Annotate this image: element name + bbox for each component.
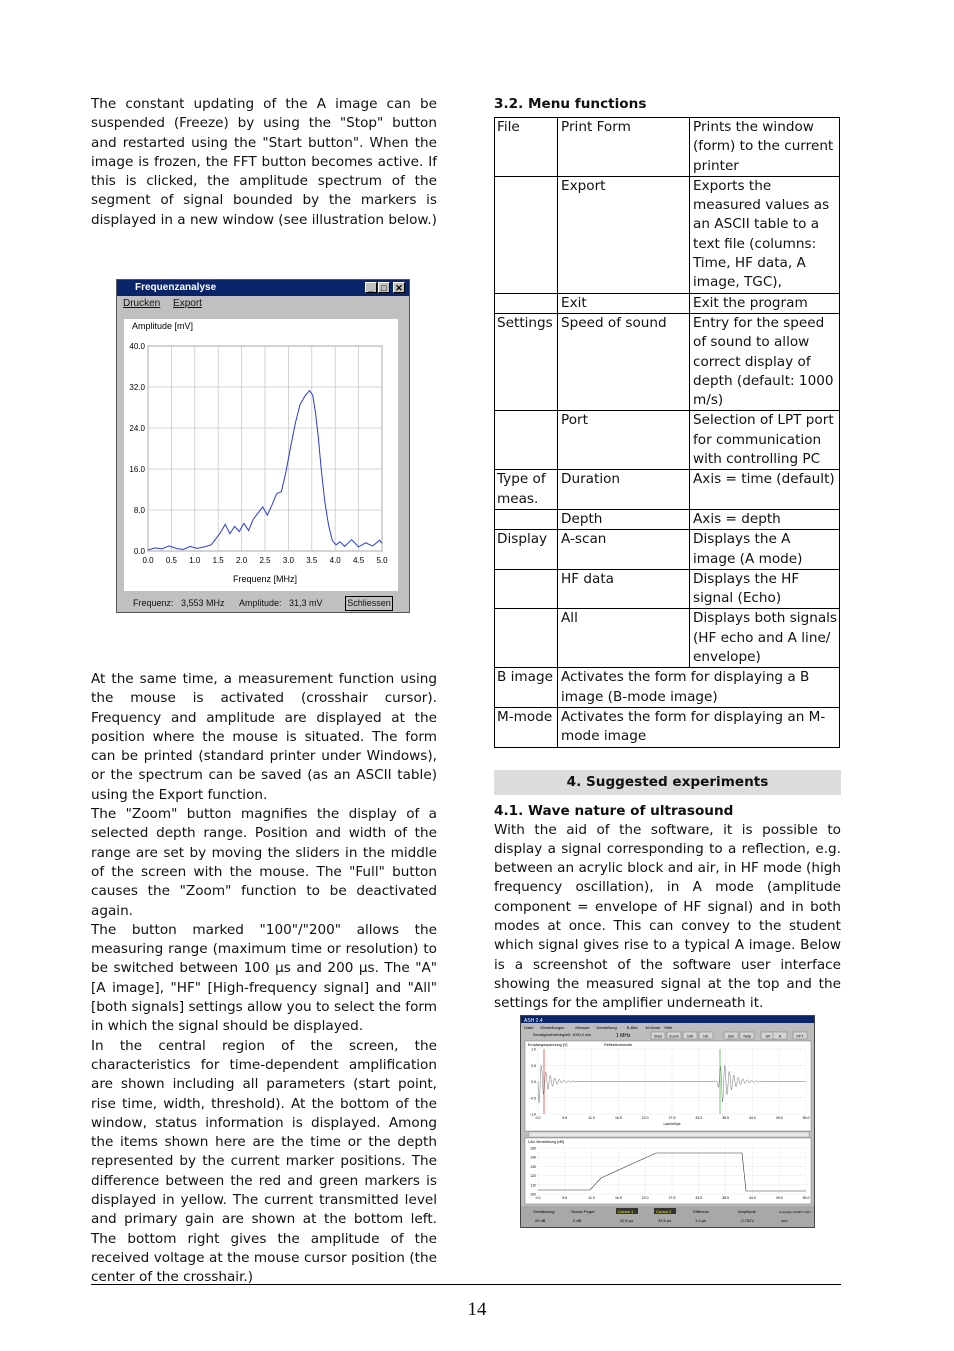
left-column-top <box>91 95 437 230</box>
y-tick-label: 16.0 <box>129 465 145 474</box>
sw-x-tick: 38.5 <box>722 1116 730 1120</box>
menu-table-row <box>495 609 840 668</box>
sw-x-tick: 11.0 <box>588 1196 595 1200</box>
sw-status-label: Sende-Pegel: <box>571 1209 596 1214</box>
sw-menu-item: Datei <box>524 1025 534 1030</box>
sw-status-label: Verstärkung: <box>533 1209 556 1214</box>
menu-category <box>495 176 558 293</box>
sw-x-tick: 16.5 <box>614 1116 622 1120</box>
sw-x-tick: 16.5 <box>614 1196 622 1200</box>
menu-item: Port <box>558 411 690 470</box>
menu-table-row <box>495 293 840 313</box>
sw-x-tick: 44.0 <box>748 1196 756 1200</box>
experiment-paragraph: With the aid of the software, it is possible to display a signal corresponding to a reflection, e.g. between an acrylic block and air, in HF mode (high frequency oscillation), in A mode (amplitude component = envelope of HF signal) and in both modes at once. This can convey to the student which signal gives rise to a typical A image. Below is a screenshot of the software user interface showing the measured signal at the top and the settings for the amplifier underneath it. <box>494 821 841 1012</box>
sw-status-label: Amplitude <box>738 1209 756 1214</box>
menu-category <box>495 293 558 313</box>
x-tick-label: 2.0 <box>236 556 248 565</box>
menu-item: Duration <box>558 470 690 510</box>
menu-description: Displays the HF signal (Echo) <box>690 569 840 609</box>
menu-description: Axis = depth <box>690 509 840 529</box>
menu-functions-table <box>494 117 840 748</box>
sw-gain-tick: 150 <box>530 1146 536 1151</box>
sw-x-tick: 0.0 <box>535 1116 541 1120</box>
right-column <box>494 95 841 1013</box>
paragraph-measurement: At the same time, a measurement function using the mouse is activated (crosshair cursor). Frequency and amplitude are displayed at the position where the mouse is situated. The form can be printed (standard printer under Windows), or the spectrum can be saved (as an ASCII table) using the Export function. <box>91 671 437 803</box>
menu-drucken[interactable]: Drucken <box>123 298 161 309</box>
menu-category: File <box>495 118 558 177</box>
sw-title-bar <box>521 1016 814 1023</box>
sw-x-tick: 22.0 <box>641 1116 649 1120</box>
sw-menu-item: Hilfe <box>664 1025 673 1030</box>
sw-x-tick: 5.5 <box>562 1196 568 1200</box>
x-tick-label: 1.5 <box>212 556 224 565</box>
sw-gain-tick: 140 <box>530 1155 536 1160</box>
menu-item: Speed of sound <box>558 313 690 410</box>
menu-description: Entry for the speed of sound to allow correct display of depth (default: 1000 m/s) <box>690 313 840 410</box>
maximize-icon[interactable]: □ <box>378 282 390 293</box>
menu-category <box>495 509 558 529</box>
software-screenshot-drawing <box>521 1016 814 1227</box>
paragraph-zoom: The "Zoom" button magnifies the display of a selected depth range. Position and width of the range are set by moving the sliders in the middle of the screen with the mouse. The "Full" button causes the "Zoom" function to be deactivated again. <box>91 806 437 919</box>
sw-gain-label: LAV-Verstärkung [dB] <box>528 1140 565 1144</box>
menu-table-row <box>495 411 840 470</box>
menu-category <box>495 569 558 609</box>
page-number: 14 <box>467 1299 487 1320</box>
menu-table-row <box>495 530 840 570</box>
x-tick-label: 5.0 <box>376 556 388 565</box>
menu-item: Exit <box>558 293 690 313</box>
fft-menu-bar <box>117 296 409 312</box>
sw-x-tick: 49.5 <box>775 1116 783 1120</box>
menu-description: Displays the A image (A mode) <box>690 530 840 570</box>
schliessen-button[interactable]: Schliessen <box>345 596 393 611</box>
menu-description: Selection of LPT port for communication with controlling PC <box>690 411 840 470</box>
sw-menu-item: Messart <box>575 1025 590 1030</box>
sw-button-label: HE <box>703 1034 709 1039</box>
menu-item: Export <box>558 176 690 293</box>
sw-title: ASH 2.4 <box>524 1018 543 1024</box>
sw-gain-tick: 120 <box>530 1174 536 1179</box>
sub-heading: 4.1. Wave nature of ultrasound <box>494 802 734 819</box>
sw-x-tick: 27.5 <box>668 1196 676 1200</box>
menu-category <box>495 609 558 668</box>
sw-x-tick: 55.0 <box>802 1116 810 1120</box>
software-screenshot <box>520 1015 815 1228</box>
sw-signal-label: Empfangsspannung [V] <box>528 1043 568 1047</box>
sw-y-tick: 0.0 <box>531 1080 536 1084</box>
paragraph-range: The button marked "100"/"200" allows the measuring range (maximum time or resolution) to be switched between 100 µs and 200 µs. The "A" [A image], "HF" [High-frequency signal] and "All" [both signals] settings allow you to select the form in which the signal should be displayed. <box>91 921 437 1035</box>
menu-item: All <box>558 609 690 668</box>
x-tick-label: 2.5 <box>259 556 271 565</box>
sw-status-label: Copyright GAMPT mbH <box>779 1210 811 1214</box>
fft-chart[interactable] <box>124 319 398 591</box>
x-tick-label: 3.5 <box>306 556 318 565</box>
sw-status-value: 33.5 µs <box>658 1218 672 1223</box>
sw-probe-label: Reflektionsmode <box>604 1043 633 1047</box>
menu-functions-heading: 3.2. Menu functions <box>494 96 647 112</box>
y-axis-label: Amplitude [mV] <box>132 321 194 331</box>
sw-y-tick: 1.0 <box>531 1047 536 1052</box>
sw-freq: 1 MHz <box>616 1033 631 1039</box>
fft-status-bar <box>117 594 409 612</box>
y-tick-label: 32.0 <box>129 383 145 392</box>
menu-item: Print Form <box>558 118 690 177</box>
y-tick-label: 0.0 <box>133 547 145 556</box>
intro-paragraph: The constant updating of the A image can be suspended (Freeze) by using the "Stop" button and restarted using the "Start button". When the image is frozen, the FFT button becomes active. If this is clicked, the amplitude spectrum of the segment of signal bounded by the markers is displayed in a new window (see illustration below.) <box>91 96 437 228</box>
menu-item: A-scan <box>558 530 690 570</box>
menu-description: Prints the window (form) to the current printer <box>690 118 840 177</box>
sw-status-value: 25 dB <box>535 1218 546 1223</box>
sw-x-tick: 55.0 <box>802 1196 810 1200</box>
sw-gain-tick: 110 <box>530 1183 536 1188</box>
amp-label: Amplitude: <box>239 598 282 608</box>
sw-x-tick: 49.5 <box>775 1196 783 1200</box>
x-tick-label: 0.5 <box>165 556 177 565</box>
left-column-bottom <box>91 670 437 1288</box>
menu-description: Activates the form for displaying an M-mode image <box>558 707 840 747</box>
x-tick-label: 4.0 <box>329 556 341 565</box>
sw-button-label: Zoom <box>669 1034 679 1039</box>
minimize-icon[interactable]: _ <box>365 282 377 293</box>
fft-window-title: Frequenzanalyse <box>135 282 217 293</box>
menu-table-row <box>495 118 840 177</box>
y-tick-label: 8.0 <box>133 506 145 515</box>
menu-description: Activates the form for displaying a B image (B-mode image) <box>558 668 840 708</box>
sw-button-label: Zeit <box>727 1034 735 1039</box>
sw-gain-tick: 100 <box>530 1192 536 1197</box>
menu-export[interactable]: Export <box>173 298 202 309</box>
sw-x-tick: 27.5 <box>668 1116 676 1120</box>
sw-x-label: Laufzeit/µs <box>663 1122 681 1126</box>
y-tick-label: 40.0 <box>129 342 145 351</box>
sw-speed-label: Schallgeschwindigkeit: 1000,0 m/s <box>533 1033 592 1037</box>
amp-value: 31,3 mV <box>289 598 323 608</box>
menu-category: B image <box>495 668 558 708</box>
section-title-box: 4. Suggested experiments <box>494 770 841 795</box>
sw-y-tick: -0.5 <box>529 1096 536 1101</box>
menu-item: Depth <box>558 509 690 529</box>
sw-status-label: Differenz <box>693 1209 709 1214</box>
sw-x-tick: 5.5 <box>562 1116 568 1120</box>
sw-button-label: HF <box>765 1034 771 1039</box>
x-tick-label: 3.0 <box>282 556 294 565</box>
sw-status-value: 0 dB <box>573 1218 582 1223</box>
freq-label: Frequenz: <box>133 598 174 608</box>
sw-status-value: 1.0 µs <box>695 1218 706 1223</box>
sw-status-value: 32.5 µs <box>620 1218 634 1223</box>
freq-value: 3,553 MHz <box>181 598 225 608</box>
sw-button-label: Start <box>653 1034 663 1039</box>
menu-table-row <box>495 668 840 708</box>
sw-x-tick: 33.0 <box>695 1116 703 1120</box>
sw-status-label: Cursor 2 <box>656 1209 672 1214</box>
sw-status-value: 2002 <box>781 1219 788 1223</box>
menu-table-row <box>495 313 840 410</box>
sw-status-label: Cursor 1 <box>618 1209 634 1214</box>
sw-y-tick: -1.0 <box>529 1112 536 1117</box>
sw-x-tick: 33.0 <box>695 1196 703 1200</box>
menu-category: Display <box>495 530 558 570</box>
x-tick-label: 1.0 <box>189 556 201 565</box>
menu-item: HF data <box>558 569 690 609</box>
menu-table-row <box>495 470 840 510</box>
sw-slider-bar <box>529 1132 809 1137</box>
sw-menu-item: M-Mode <box>645 1025 661 1030</box>
sw-x-tick: 11.0 <box>588 1116 595 1120</box>
x-axis-label: Frequenz [MHz] <box>232 574 298 584</box>
x-tick-label: 4.5 <box>353 556 365 565</box>
sw-button-label: 100 <box>686 1034 694 1039</box>
paragraph-central: In the central region of the screen, the characteristics for time-dependent amplification are shown including all parameters (start point, rise time, width, threshold). At the bottom of the window, status information is displayed. Among the items shown here are the time or the depth represented by the current marker positions. The difference between the red and green markers is displayed in yellow. The current transmitted level and primary gain are shown at the bottom left. The bottom right gives the amplitude of the received voltage at the mouse cursor position (the center of the crosshair.) <box>91 1037 437 1286</box>
x-tick-label: 0.0 <box>142 556 154 565</box>
sw-menu-item: Einstellungen <box>540 1025 565 1030</box>
menu-description: Exit the program <box>690 293 840 313</box>
menu-description: Exports the measured values as an ASCII table to a text file (columns: Time, HF data, A image, TGC), <box>690 176 840 293</box>
fft-window <box>116 279 410 613</box>
menu-table-row <box>495 509 840 529</box>
sw-button-label: Tiefe <box>742 1034 752 1039</box>
fft-title-bar[interactable] <box>117 280 409 296</box>
menu-category <box>495 411 558 470</box>
sw-x-tick: 44.0 <box>748 1116 756 1120</box>
menu-description: Displays both signals (HF echo and A line/ envelope) <box>690 609 840 668</box>
sw-x-tick: 22.0 <box>641 1196 649 1200</box>
sw-gain-tick: 130 <box>530 1164 536 1169</box>
sw-menu-item: Darstellung <box>596 1025 617 1030</box>
close-icon[interactable]: ✕ <box>393 282 405 293</box>
sw-y-tick: 0.5 <box>531 1063 536 1068</box>
sw-button-label: A <box>778 1034 782 1039</box>
menu-table-row <box>495 569 840 609</box>
menu-table-row <box>495 176 840 293</box>
menu-table-row <box>495 707 840 747</box>
menu-category: Type of meas. <box>495 470 558 510</box>
footer-rule <box>91 1284 841 1285</box>
sw-menu-item: B-Bild <box>626 1025 638 1030</box>
sw-x-tick: 38.5 <box>722 1196 730 1200</box>
menu-description: Axis = time (default) <box>690 470 840 510</box>
menu-category: Settings <box>495 313 558 410</box>
sw-button-label: FFT <box>796 1034 804 1039</box>
menu-category: M-mode <box>495 707 558 747</box>
sw-x-tick: 0.0 <box>535 1196 541 1200</box>
y-tick-label: 24.0 <box>129 424 145 433</box>
fft-chart-panel <box>124 319 398 591</box>
sw-status-value: -2.752V <box>740 1218 755 1223</box>
